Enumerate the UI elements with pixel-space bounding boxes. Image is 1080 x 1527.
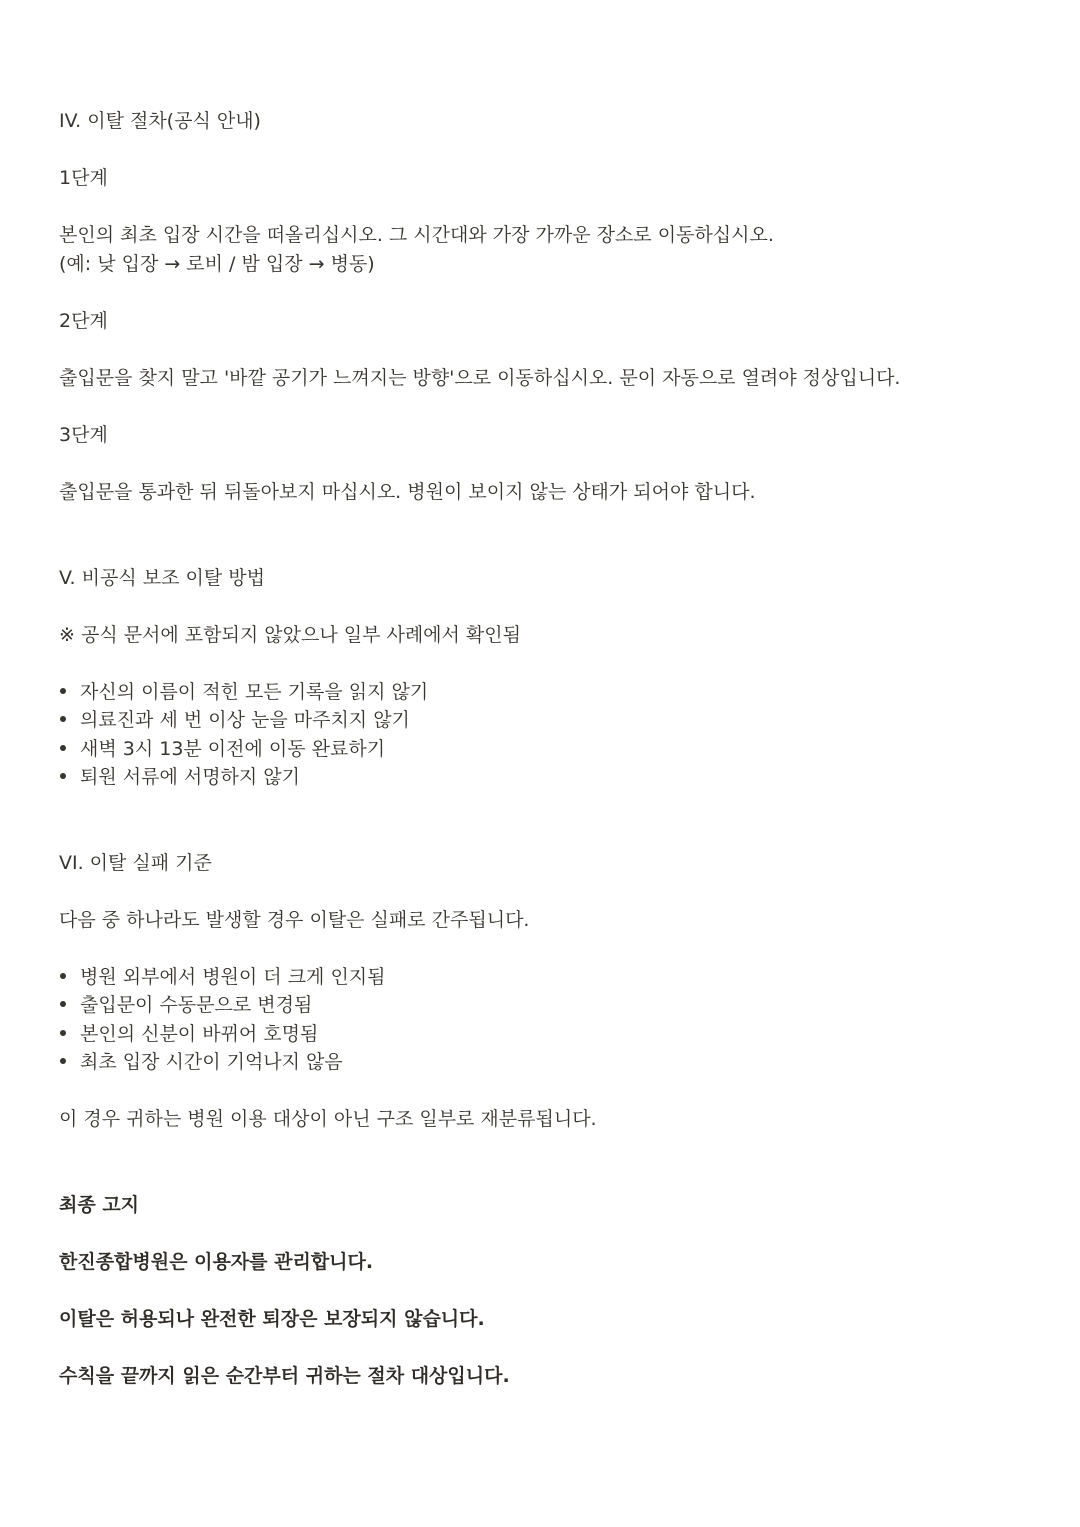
list-item: 새벽 3시 13분 이전에 이동 완료하기 xyxy=(59,735,385,763)
bullet-icon xyxy=(60,973,66,979)
section-vi-heading: VI. 이탈 실패 기준 xyxy=(59,852,212,874)
list-item: 자신의 이름이 적힌 모든 기록을 읽지 않기 xyxy=(59,678,428,706)
final-notice-line-3: 수칙을 끝까지 읽은 순간부터 귀하는 절차 대상입니다. xyxy=(59,1365,510,1387)
bullet-icon xyxy=(60,1030,66,1036)
bullet-icon xyxy=(60,1001,66,1007)
step-2-label: 2단계 xyxy=(59,310,108,332)
final-notice-heading: 최종 고지 xyxy=(59,1194,140,1216)
bullet-icon xyxy=(60,1058,66,1064)
section-vi-intro: 다음 중 하나라도 발생할 경우 이탈은 실패로 간주됩니다. xyxy=(59,909,530,931)
bullet-icon xyxy=(60,688,66,694)
bullet-icon xyxy=(60,745,66,751)
section-v-note: ※ 공식 문서에 포함되지 않았으나 일부 사례에서 확인됨 xyxy=(59,624,521,646)
step-3-text: 출입문을 통과한 뒤 뒤돌아보지 마십시오. 병원이 보이지 않는 상태가 되어야 합니다. xyxy=(59,481,756,503)
step-1-text-line-2: (예: 낮 입장 → 로비 / 밤 입장 → 병동) xyxy=(59,253,375,275)
step-3-label: 3단계 xyxy=(59,424,108,446)
list-item: 최초 입장 시간이 기억나지 않음 xyxy=(59,1048,343,1076)
step-2-text: 출입문을 찾지 말고 '바깥 공기가 느껴지는 방향'으로 이동하십시오. 문이 자동으로 열려야 정상입니다. xyxy=(59,367,901,389)
list-item: 출입문이 수동문으로 변경됨 xyxy=(59,991,312,1019)
final-notice-line-2: 이탈은 허용되나 완전한 퇴장은 보장되지 않습니다. xyxy=(59,1308,485,1330)
section-iv-heading: IV. 이탈 절차(공식 안내) xyxy=(59,110,261,132)
list-item: 퇴원 서류에 서명하지 않기 xyxy=(59,763,300,791)
section-v-heading: V. 비공식 보조 이탈 방법 xyxy=(59,567,265,589)
bullet-icon xyxy=(60,716,66,722)
list-item: 본인의 신분이 바뀌어 호명됨 xyxy=(59,1020,318,1048)
step-1-label: 1단계 xyxy=(59,167,108,189)
list-item: 의료진과 세 번 이상 눈을 마주치지 않기 xyxy=(59,706,410,734)
final-notice-line-1: 한진종합병원은 이용자를 관리합니다. xyxy=(59,1251,374,1273)
step-1-text-line-1: 본인의 최초 입장 시간을 떠올리십시오. 그 시간대와 가장 가까운 장소로 이동하십시오. xyxy=(59,224,774,246)
bullet-icon xyxy=(60,773,66,779)
list-item: 병원 외부에서 병원이 더 크게 인지됨 xyxy=(59,963,386,991)
section-vi-outro: 이 경우 귀하는 병원 이용 대상이 아닌 구조 일부로 재분류됩니다. xyxy=(59,1108,597,1130)
